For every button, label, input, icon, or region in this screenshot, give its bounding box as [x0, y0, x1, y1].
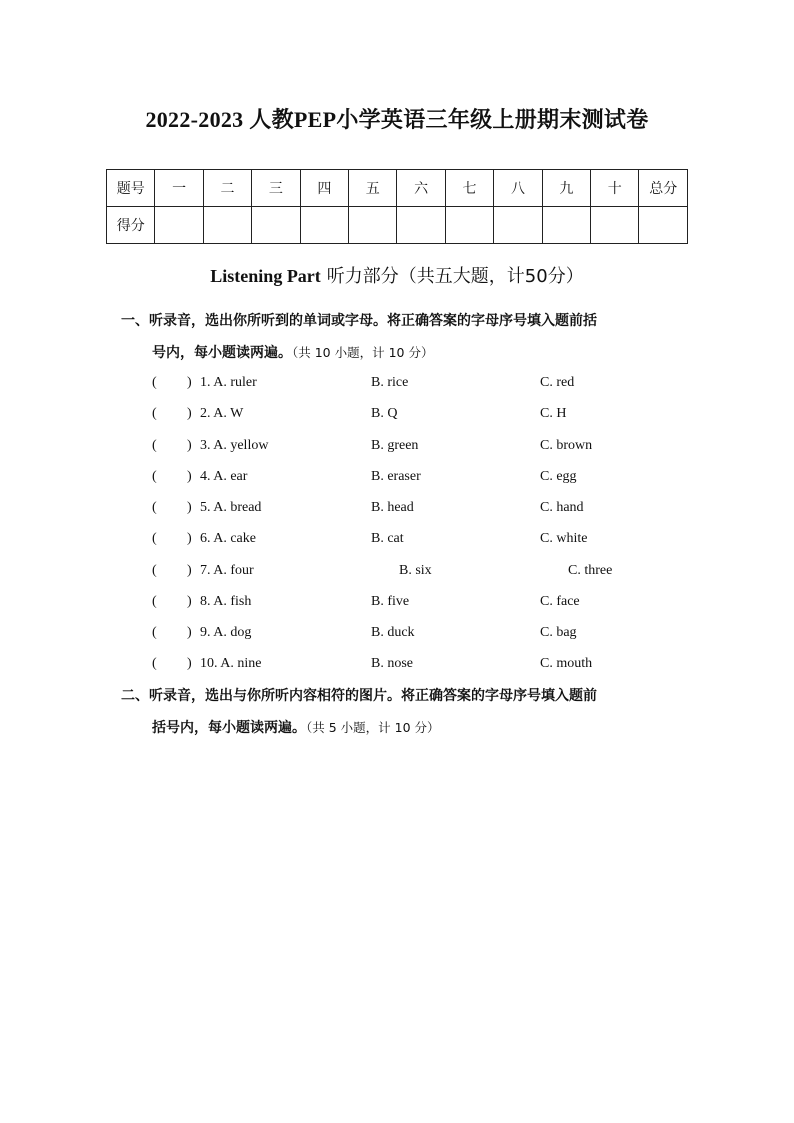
part-heading-cn: 听力部分（共五大题，计50分）	[326, 266, 584, 287]
option-b: B. cat	[371, 531, 404, 546]
option-c: C. white	[540, 531, 588, 546]
score-input-cell[interactable]	[494, 207, 542, 244]
answer-blank-open[interactable]: (	[152, 656, 157, 671]
score-table-header-cell: 十	[591, 170, 639, 207]
option-c: C. face	[540, 594, 580, 609]
answer-blank-close: )	[187, 531, 192, 546]
part-heading	[0, 262, 794, 288]
option-c: C. three	[568, 563, 613, 578]
answer-blank-close: )	[187, 438, 192, 453]
option-a: 1. A. ruler	[200, 375, 257, 390]
option-a: 9. A. dog	[200, 625, 252, 640]
option-c: C. egg	[540, 469, 577, 484]
answer-blank-open[interactable]: (	[152, 406, 157, 421]
option-c: C. bag	[540, 625, 577, 640]
score-table-score-row	[107, 207, 688, 244]
section-2-title	[121, 681, 681, 744]
score-table-header-cell: 九	[542, 170, 590, 207]
section-2-title-line2: 括号内，每小题读两遍。	[152, 720, 306, 736]
option-a: 8. A. fish	[200, 594, 252, 609]
answer-blank-open[interactable]: (	[152, 531, 157, 546]
answer-blank-open[interactable]: (	[152, 500, 157, 515]
option-a: 7. A. four	[200, 563, 254, 578]
answer-blank-open[interactable]: (	[152, 469, 157, 484]
part-heading-en: Listening Part	[210, 266, 321, 286]
answer-blank-close: )	[187, 656, 192, 671]
option-b: B. six	[399, 563, 432, 578]
option-b: B. eraser	[371, 469, 421, 484]
option-a: 3. A. yellow	[200, 438, 269, 453]
option-c: C. mouth	[540, 656, 593, 671]
score-input-cell[interactable]	[591, 207, 639, 244]
answer-blank-open[interactable]: (	[152, 375, 157, 390]
option-b: B. Q	[371, 406, 398, 421]
score-table	[106, 169, 688, 244]
section-2-note: （共 5 小题，计 10 分）	[306, 720, 440, 735]
score-table-header-cell: 八	[494, 170, 542, 207]
score-input-cell[interactable]	[252, 207, 300, 244]
score-table-header-cell: 五	[349, 170, 397, 207]
option-b: B. rice	[371, 375, 409, 390]
answer-blank-close: )	[187, 500, 192, 515]
option-a: 2. A. W	[200, 406, 244, 421]
score-table-header-cell: 六	[397, 170, 445, 207]
answer-blank-close: )	[187, 594, 192, 609]
answer-blank-close: )	[187, 375, 192, 390]
score-table-header-cell: 三	[252, 170, 300, 207]
option-a: 10. A. nine	[200, 656, 262, 671]
option-b: B. green	[371, 438, 419, 453]
score-row-label: 得分	[107, 207, 155, 244]
option-b: B. duck	[371, 625, 415, 640]
answer-blank-close: )	[187, 469, 192, 484]
score-input-cell[interactable]	[300, 207, 348, 244]
score-input-cell[interactable]	[542, 207, 590, 244]
answer-blank-close: )	[187, 625, 192, 640]
option-c: C. brown	[540, 438, 593, 453]
score-table-header-cell: 七	[445, 170, 493, 207]
section-1-title-line2: 号内，每小题读两遍。	[152, 345, 292, 361]
score-table-header-cell: 总分	[639, 170, 688, 207]
score-table-header-cell: 题号	[107, 170, 155, 207]
option-b: B. head	[371, 500, 414, 515]
score-input-cell[interactable]	[445, 207, 493, 244]
score-table-header-cell: 二	[203, 170, 251, 207]
answer-blank-open[interactable]: (	[152, 438, 157, 453]
option-a: 6. A. cake	[200, 531, 256, 546]
option-a: 5. A. bread	[200, 500, 262, 515]
answer-blank-close: )	[187, 563, 192, 578]
option-c: C. hand	[540, 500, 584, 515]
answer-blank-open[interactable]: (	[152, 594, 157, 609]
answer-blank-open[interactable]: (	[152, 563, 157, 578]
section-1-title-line1: 一、听录音，选出你所听到的单词或字母。将正确答案的字母序号填入题前括	[121, 313, 597, 329]
score-input-cell[interactable]	[639, 207, 688, 244]
answer-blank-close: )	[187, 406, 192, 421]
section-1-note: （共 10 小题，计 10 分）	[292, 345, 434, 360]
score-table-header-row	[107, 170, 688, 207]
answer-blank-open[interactable]: (	[152, 625, 157, 640]
score-table-header-cell: 四	[300, 170, 348, 207]
option-c: C. H	[540, 406, 567, 421]
section-2-title-line1: 二、听录音，选出与你所听内容相符的图片。将正确答案的字母序号填入题前	[121, 688, 597, 704]
score-input-cell[interactable]	[203, 207, 251, 244]
option-c: C. red	[540, 375, 575, 390]
option-b: B. nose	[371, 656, 413, 671]
score-table-header-cell: 一	[155, 170, 203, 207]
score-input-cell[interactable]	[155, 207, 203, 244]
page-title: 2022-2023 人教PEP小学英语三年级上册期末测试卷	[145, 107, 649, 132]
score-input-cell[interactable]	[349, 207, 397, 244]
option-b: B. five	[371, 594, 410, 609]
score-input-cell[interactable]	[397, 207, 445, 244]
option-a: 4. A. ear	[200, 469, 248, 484]
section-1-title	[121, 306, 681, 369]
